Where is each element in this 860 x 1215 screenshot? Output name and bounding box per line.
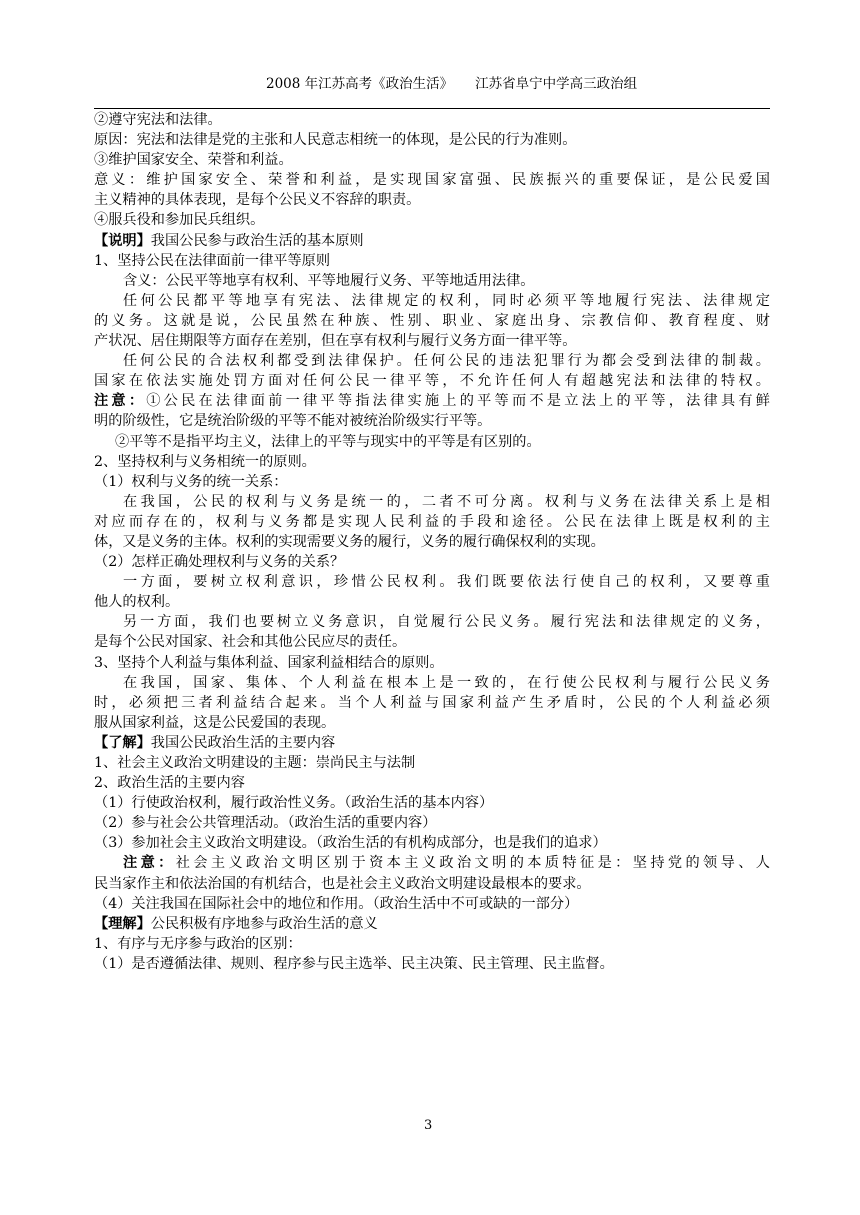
section-heading [94,733,770,753]
header-right: 江苏省阜宁中学高三政治组 [475,76,638,92]
section-heading [94,914,770,934]
section-tag: 【说明】 [94,232,151,249]
text-line: 主义精神的具体表现，是每个公民义不容辞的职责。 [94,192,421,209]
text-line: 他人的权利。 [94,594,180,611]
section-tag: 【了解】 [94,734,151,751]
text-line: 原因：宪法和法律是党的主张和人民意志相统一的体现，是公民的行为准则。 [94,132,577,149]
text-line: 对应而存在的，权利与义务都是实现人民利益的手段和途径。公民在法律上既是权利的主 [94,513,770,530]
text-line: 是每个公民对国家、社会和其他公民应尽的责任。 [94,634,407,651]
text-line: （1）行使政治权利，履行政治性义务。（政治生活的基本内容） [94,795,494,812]
text-line: 民当家作主和依法治国的有机结合，也是社会主义政治文明建设最根本的要求。 [94,875,591,892]
text-line: （1）是否遵循法律、规则、程序参与民主选举、民主决策、民主管理、民主监督。 [94,955,614,972]
text-line: （2）参与社会公共管理活动。（政治生活的重要内容） [94,815,437,832]
text-line: 时，必须把三者利益结合起来。当个人利益与国家利益产生矛盾时，公民的个人利益必须 [94,694,770,711]
note-tag: 注意： [123,855,176,872]
text-line: 在我国，公民的权利与义务是统一的，二者不可分离。权利与义务在法律关系上是相 [123,493,770,510]
text-line: ③维护国家安全、荣誉和利益。 [94,152,293,169]
text-line: 3、坚持个人利益与集体利益、国家利益相结合的原则。 [94,654,444,671]
text-line: 1、社会主义政治文明建设的主题：崇尚民主与法制 [94,755,416,771]
text-line: ②遵守宪法和法律。 [94,112,222,128]
section-tag: 【理解】 [94,915,151,932]
text-line: （4）关注我国在国际社会中的地位和作用。（政治生活中不可或缺的一部分） [94,895,579,912]
text-line: 一方面，要树立权利意识，珍惜公民权利。我们既要依法行使自己的权利，又要尊重 [123,574,770,591]
text-line: 体，又是义务的主体。权利的实现需要义务的履行，义务的履行确保权利的实现。 [94,533,605,550]
text-line: 1、坚持公民在法律面前一律平等原则 [94,252,331,269]
header-text [266,72,637,92]
page-number: 3 [424,1118,433,1133]
section-title: 公民积极有序地参与政治生活的意义 [150,915,378,932]
text-line: 在我国，国家、集体、个人利益在根本上是一致的，在行使公民权利与履行公民义务 [123,674,770,691]
text-line: 1、有序与无序参与政治的区别： [94,935,302,952]
note-text: ①公民在法律面前一律平等指法律实施上的平等而不是立法上的平等，法律具有鲜 [146,393,770,410]
document-body [94,110,770,974]
text-line: 任何公民都平等地享有宪法、法律规定的权利，同时必须平等地履行宪法、法律规定 [123,292,770,309]
text-line: 含义：公民平等地享有权利、平等地履行义务、平等地适用法律。 [123,272,535,289]
section-title: 我国公民参与政治生活的基本原则 [150,232,364,249]
text-line: ④服兵役和参加民兵组织。 [94,212,265,229]
text-line: ②平等不是指平均主义，法律上的平等与现实中的平等是有区别的。 [115,433,541,450]
text-line: （2）怎样正确处理权利与义务的关系？ [94,554,345,571]
page-header [94,72,770,109]
text-line: 2、政治生活的主要内容 [94,775,245,792]
text-line: 明的阶级性，它是统治阶级的平等不能对被统治阶级实行平等。 [94,413,492,430]
text-line: 的义务。这就是说，公民虽然在种族、性别、职业、家庭出身、宗教信仰、教育程度、财 [94,312,770,329]
text-line: 国家在依法实施处罚方面对任何公民一律平等，不允许任何人有超越宪法和法律的特权。 [94,373,770,390]
text-line: （3）参加社会主义政治文明建设。（政治生活的有机构成部分，也是我们的追求） [94,835,607,852]
text-line: 产状况、居住期限等方面存在差别，但在享有权利与履行义务方面一律平等。 [94,333,577,350]
note-tag: 注意： [94,393,147,410]
text-line: 2、坚持权利与义务相统一的原则。 [94,453,316,470]
text-line: 意义：维护国家安全、荣誉和利益，是实现国家富强、民族振兴的重要保证，是公民爱国 [94,172,770,189]
text-line: 另一方面，我们也要树立义务意识，自觉履行公民义务。履行宪法和法律规定的义务， [123,614,770,631]
text-line: （1）权利与义务的统一关系： [94,473,288,490]
note-line [94,853,770,873]
note-line [94,391,770,411]
text-line: 服从国家利益，这是公民爱国的表现。 [94,714,336,731]
note-text: 社会主义政治文明区别于资本主义政治文明的本质特征是：坚持党的领导、人 [175,855,770,872]
text-line: 任何公民的合法权利都受到法律保护。任何公民的违法犯罪行为都会受到法律的制裁。 [123,353,770,370]
header-left: 2008 年江苏高考《政治生活》 [266,76,454,92]
section-title: 我国公民政治生活的主要内容 [150,734,336,751]
section-heading [94,231,770,251]
